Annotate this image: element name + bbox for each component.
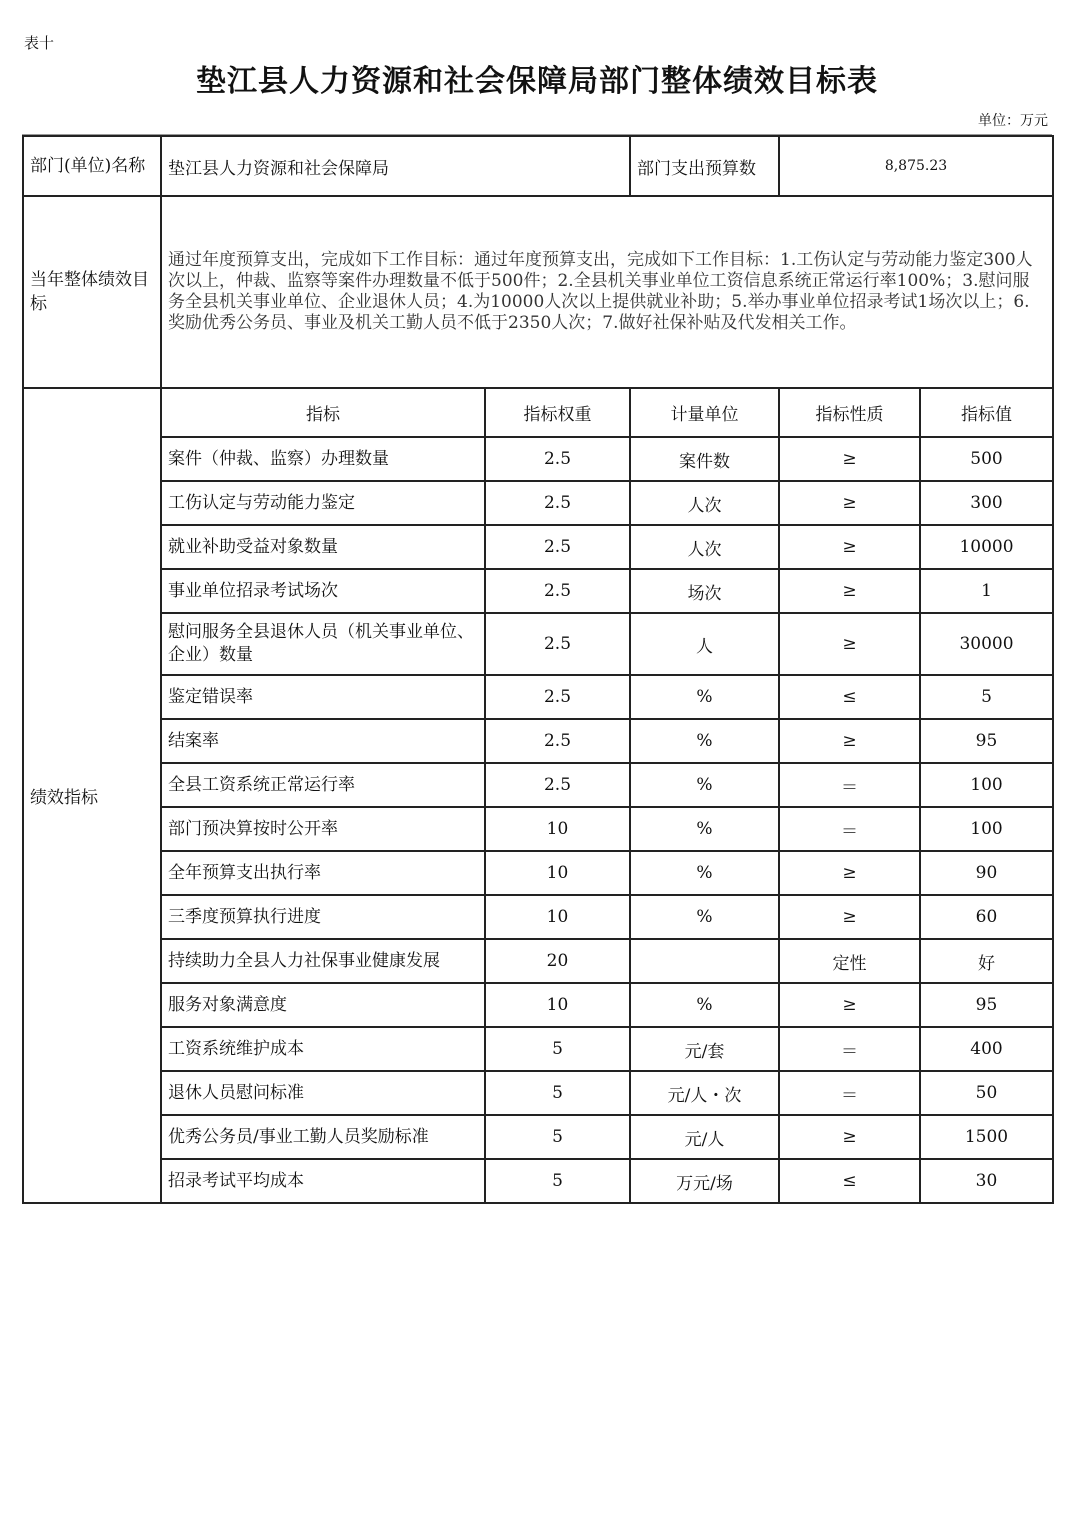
- indicator-unit: 万元/场: [630, 1159, 779, 1203]
- col-header-unit: 计量单位: [630, 388, 779, 437]
- indicator-name: 服务对象满意度: [161, 983, 485, 1027]
- indicator-name: 事业单位招录考试场次: [161, 569, 485, 613]
- col-header-weight: 指标权重: [485, 388, 630, 437]
- indicators-label: 绩效指标: [23, 388, 161, 1203]
- unit-label: 单位：万元: [978, 113, 1048, 129]
- indicator-nature: ＝: [779, 807, 920, 851]
- indicator-nature: ＝: [779, 763, 920, 807]
- table-row: [23, 613, 1053, 675]
- table-row: [23, 481, 1053, 525]
- indicator-name: 慰问服务全县退休人员（机关事业单位、企业）数量: [161, 613, 485, 675]
- indicator-value: 1: [920, 569, 1053, 613]
- indicator-unit: [630, 939, 779, 983]
- indicator-value: 90: [920, 851, 1053, 895]
- indicator-unit: %: [630, 763, 779, 807]
- table-row: [23, 1159, 1053, 1203]
- indicator-weight: 5: [485, 1115, 630, 1159]
- table-row: [23, 437, 1053, 481]
- indicator-name: 鉴定错误率: [161, 675, 485, 719]
- goal-text: 通过年度预算支出，完成如下工作目标：通过年度预算支出，完成如下工作目标：1.工伤认定与劳动能力鉴定300人次以上，仲裁、监察等案件办理数量不低于500件；2.全县机关事业单位工资信息系统正常运行率100%；3.慰问服务全县机关事业单位、企业退休人员；4.为10000人次以上提供就业补助；5.举办事业单位招录考试1场次以上；6.奖励优秀公务员、事业及机关工勤人员不低于2350人次；7.做好社保补贴及代发相关工作。: [161, 196, 1053, 388]
- indicator-nature: ≥: [779, 719, 920, 763]
- indicator-unit: 元/套: [630, 1027, 779, 1071]
- indicator-unit: 人次: [630, 525, 779, 569]
- indicator-nature: ≥: [779, 851, 920, 895]
- indicator-value: 50: [920, 1071, 1053, 1115]
- indicator-name: 全年预算支出执行率: [161, 851, 485, 895]
- indicator-nature: ≤: [779, 675, 920, 719]
- indicator-name: 就业补助受益对象数量: [161, 525, 485, 569]
- col-header-value: 指标值: [920, 388, 1053, 437]
- indicator-nature: ＝: [779, 1027, 920, 1071]
- indicator-value: 400: [920, 1027, 1053, 1071]
- indicator-nature: ≥: [779, 481, 920, 525]
- indicator-weight: 2.5: [485, 525, 630, 569]
- table-row: [23, 939, 1053, 983]
- goal-row: [23, 196, 1053, 388]
- indicator-value: 300: [920, 481, 1053, 525]
- indicator-name: 优秀公务员/事业工勤人员奖励标准: [161, 1115, 485, 1159]
- indicator-nature: ≥: [779, 525, 920, 569]
- indicator-name: 三季度预算执行进度: [161, 895, 485, 939]
- table-row: [23, 719, 1053, 763]
- table-row: [23, 1115, 1053, 1159]
- dept-name-label: 部门(单位)名称: [23, 136, 161, 196]
- goal-label: 当年整体绩效目标: [23, 196, 161, 388]
- table-row: [23, 851, 1053, 895]
- table-row: [23, 525, 1053, 569]
- indicator-value: 5: [920, 675, 1053, 719]
- table-row: [23, 807, 1053, 851]
- indicator-nature: ≥: [779, 895, 920, 939]
- indicator-unit: 人次: [630, 481, 779, 525]
- indicator-weight: 5: [485, 1071, 630, 1115]
- table-row: [23, 763, 1053, 807]
- indicator-unit: %: [630, 807, 779, 851]
- indicator-weight: 2.5: [485, 763, 630, 807]
- indicator-name: 案件（仲裁、监察）办理数量: [161, 437, 485, 481]
- budget-value: 8,875.23: [779, 136, 1053, 196]
- indicator-weight: 2.5: [485, 437, 630, 481]
- table-row: [23, 1027, 1053, 1071]
- indicator-unit: %: [630, 895, 779, 939]
- indicator-weight: 2.5: [485, 481, 630, 525]
- indicator-unit: 人: [630, 613, 779, 675]
- indicator-name: 工资系统维护成本: [161, 1027, 485, 1071]
- indicator-unit: 案件数: [630, 437, 779, 481]
- page-title: 垫江县人力资源和社会保障局部门整体绩效目标表: [196, 64, 878, 99]
- indicator-value: 好: [920, 939, 1053, 983]
- indicator-value: 10000: [920, 525, 1053, 569]
- indicator-nature: ≥: [779, 983, 920, 1027]
- indicator-weight: 2.5: [485, 675, 630, 719]
- indicator-nature: ≥: [779, 1115, 920, 1159]
- indicator-weight: 5: [485, 1159, 630, 1203]
- indicator-name: 招录考试平均成本: [161, 1159, 485, 1203]
- indicator-weight: 10: [485, 983, 630, 1027]
- indicator-header-row: [23, 388, 1053, 437]
- indicator-name: 全县工资系统正常运行率: [161, 763, 485, 807]
- indicator-unit: %: [630, 675, 779, 719]
- indicator-nature: ≤: [779, 1159, 920, 1203]
- table-row: [23, 675, 1053, 719]
- indicator-value: 30000: [920, 613, 1053, 675]
- table-number: 表十: [24, 34, 55, 52]
- dept-name-value: 垫江县人力资源和社会保障局: [161, 136, 630, 196]
- indicator-value: 500: [920, 437, 1053, 481]
- indicator-value: 95: [920, 719, 1053, 763]
- performance-table: [22, 135, 1054, 1204]
- indicator-weight: 10: [485, 851, 630, 895]
- budget-label: 部门支出预算数: [630, 136, 779, 196]
- indicator-value: 100: [920, 763, 1053, 807]
- indicator-weight: 2.5: [485, 569, 630, 613]
- indicator-weight: 20: [485, 939, 630, 983]
- indicator-unit: 场次: [630, 569, 779, 613]
- indicator-unit: 元/人: [630, 1115, 779, 1159]
- indicator-value: 1500: [920, 1115, 1053, 1159]
- indicator-nature: ＝: [779, 1071, 920, 1115]
- indicator-weight: 10: [485, 895, 630, 939]
- indicator-nature: ≥: [779, 613, 920, 675]
- indicator-weight: 2.5: [485, 719, 630, 763]
- col-header-indicator: 指标: [161, 388, 485, 437]
- indicator-name: 工伤认定与劳动能力鉴定: [161, 481, 485, 525]
- indicator-nature: ≥: [779, 569, 920, 613]
- indicator-value: 60: [920, 895, 1053, 939]
- indicator-weight: 5: [485, 1027, 630, 1071]
- indicator-name: 部门预决算按时公开率: [161, 807, 485, 851]
- col-header-nature: 指标性质: [779, 388, 920, 437]
- indicator-unit: %: [630, 983, 779, 1027]
- indicator-weight: 10: [485, 807, 630, 851]
- indicator-name: 持续助力全县人力社保事业健康发展: [161, 939, 485, 983]
- table-row: [23, 895, 1053, 939]
- indicator-unit: 元/人・次: [630, 1071, 779, 1115]
- indicator-weight: 2.5: [485, 613, 630, 675]
- table-row: [23, 569, 1053, 613]
- table-row: [23, 1071, 1053, 1115]
- indicator-unit: %: [630, 851, 779, 895]
- indicator-value: 95: [920, 983, 1053, 1027]
- dept-row: [23, 136, 1053, 196]
- indicator-name: 结案率: [161, 719, 485, 763]
- indicator-unit: %: [630, 719, 779, 763]
- table-row: [23, 983, 1053, 1027]
- indicator-name: 退休人员慰问标准: [161, 1071, 485, 1115]
- indicator-value: 30: [920, 1159, 1053, 1203]
- indicator-value: 100: [920, 807, 1053, 851]
- indicator-nature: ≥: [779, 437, 920, 481]
- indicator-nature: 定性: [779, 939, 920, 983]
